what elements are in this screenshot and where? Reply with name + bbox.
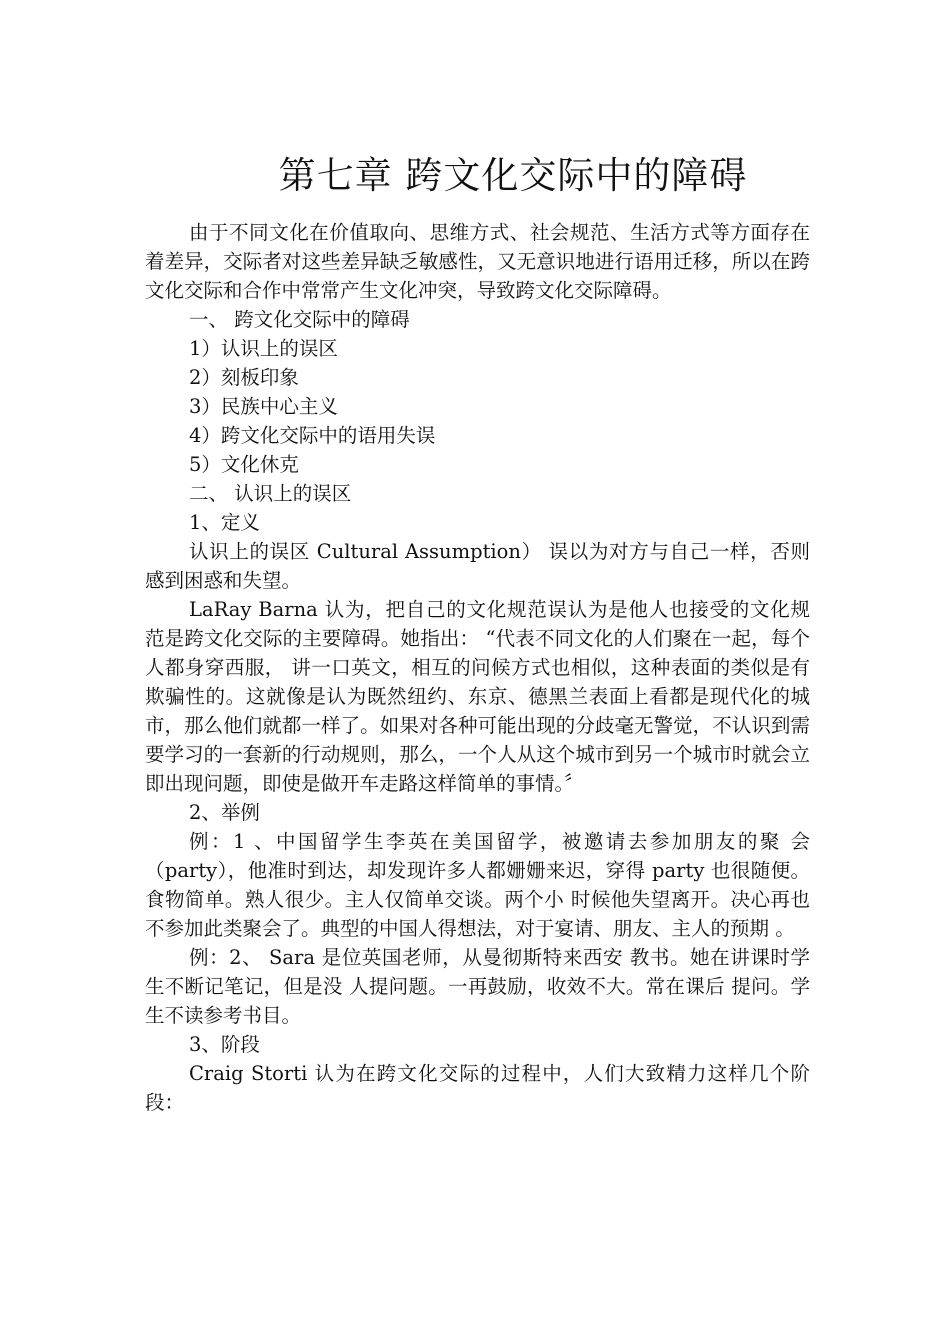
list-item-2: 2）刻板印象 <box>189 366 299 389</box>
definition-paragraph: 认识上的误区 Cultural Assumption） 误以为对方与自己一样，否则感到困惑和失望。 <box>145 540 810 592</box>
section-heading-2: 二、 认识上的误区 <box>189 482 352 505</box>
example-1-paragraph: 例：1 、中国留学生李英在美国留学，被邀请去参加朋友的聚 会（party），他准时到达，却发现许多人都姗姗来迟，穿得 party 也很随便。食物简单。熟人很少。主人仅简单交谈。两个小 时候他失望离开。决心再也不参加此类聚会了。典型的中国人得想法，对于宴请、朋友、主人的预期 。 <box>145 830 810 940</box>
list-item-5: 5）文化休克 <box>189 453 299 476</box>
subheading-examples: 2、举例 <box>189 801 260 824</box>
list-item-4: 4）跨文化交际中的语用失误 <box>189 424 436 447</box>
list-item-1: 1）认识上的误区 <box>189 337 338 360</box>
barna-paragraph: LaRay Barna 认为，把自己的文化规范误认为是他人也接受的文化规范是跨文化交际的主要障碍。她指出： “代表不同文化的人们聚在一起，每个人都身穿西服， 讲一口英文，相互的问候方式也相似，这种表面的类似是有欺骗性的。这就像是认为既然纽约、东京、德黑兰表面上看都是现代化的城市，那么他们就都一样了。如果对各种可能出现的分歧毫无警觉，不认识到需要学习的一套新的行动规则，那么，一个人从这个城市到另一个城市时就会立即出现问题，即使是做开车走路这样简单的事情。〞 <box>145 598 810 795</box>
intro-paragraph: 由于不同文化在价值取向、思维方式、社会规范、生活方式等方面存在着差异，交际者对这些差异缺乏敏感性，又无意识地进行语用迁移，所以在跨文化交际和合作中常常产生文化冲突，导致跨文化交际障碍。 <box>145 221 810 302</box>
document-body <box>145 218 810 1117</box>
subheading-definition: 1、定义 <box>189 511 260 534</box>
section-heading-1: 一、 跨文化交际中的障碍 <box>189 308 410 331</box>
stages-paragraph: Craig Storti 认为在跨文化交际的过程中，人们大致精力这样几个阶段： <box>145 1062 810 1114</box>
chapter-title: 第七章 跨文化交际中的障碍 <box>278 154 748 197</box>
subheading-stages: 3、阶段 <box>189 1033 260 1056</box>
list-item-3: 3）民族中心主义 <box>189 395 338 418</box>
example-2-paragraph: 例：2、 Sara 是位英国老师，从曼彻斯特来西安 教书。她在讲课时学生不断记笔记，但是没 人提问题。一再鼓励，收效不大。常在课后 提问。学生不读参考书目。 <box>145 946 810 1027</box>
